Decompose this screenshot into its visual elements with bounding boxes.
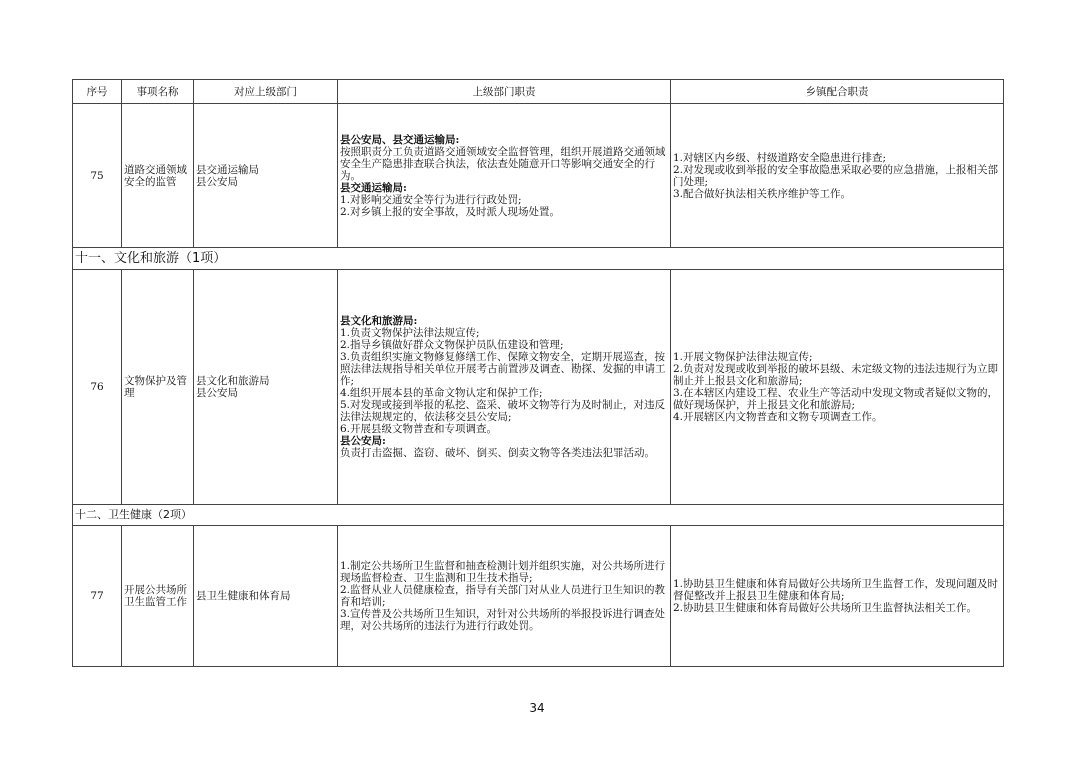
header-no: 序号 — [73, 80, 122, 104]
town-item: 1.协助县卫生健康和体育局做好公共场所卫生监督工作，发现问题及时督促整改并上报县卫生健康和体育局; — [673, 578, 999, 602]
row-upper-duty — [338, 270, 671, 505]
header-row — [73, 80, 1004, 104]
duty-item: 1.制定公共场所卫生监督和抽查检测计划并组织实施，对公共场所进行现场监督检查、卫生监测和卫生技术指导; — [340, 560, 666, 584]
duty-item: 3.负责组织实施文物修复修缮工作、保障文物安全，定期开展巡查，按照法律法规指导相关单位开展考古前置涉及调查、勘探、发掘的申请工作; — [340, 351, 666, 387]
section-title: 十一、文化和旅游（1项） — [73, 248, 1004, 270]
dept: 县文化和旅游局 — [196, 375, 270, 387]
table-row — [73, 104, 1004, 248]
duty-item: 6.开展县级文物普查和专项调查。 — [340, 423, 498, 435]
row-depts — [194, 104, 338, 248]
row-name: 道路交通领域安全的监管 — [122, 104, 194, 248]
section-row — [73, 505, 1004, 526]
row-town-duty — [671, 526, 1004, 667]
section-row — [73, 248, 1004, 270]
dept: 县卫生健康和体育局 — [196, 590, 291, 602]
town-item: 1.对辖区内乡级、村级道路安全隐患进行排查; — [673, 151, 887, 164]
town-item: 3.在本辖区内建设工程、农业生产等活动中发现文物或者疑似文物的，做好现场保护，并上报县文化和旅游局; — [673, 387, 999, 411]
duty-item: 按照职责分工负责道路交通领域安全监督管理，组织开展道路交通领域安全生产隐患排查联合执法，依法查处随意开口等影响交通安全的行为。 — [340, 145, 666, 182]
row-depts — [194, 526, 338, 667]
section-title: 十二、卫生健康（2项） — [73, 505, 1004, 526]
duty-item: 4.组织开展本县的革命文物认定和保护工作; — [340, 387, 543, 399]
row-depts — [194, 270, 338, 505]
dept: 县公安局 — [196, 175, 238, 188]
duty-item: 1.负责文物保护法律法规宣传; — [340, 327, 480, 339]
header-town-duty: 乡镇配合职责 — [671, 80, 1004, 104]
town-item: 2.负责对发现或收到举报的破坏县级、未定级文物的违法违规行为立即制止并上报县文化和旅游局; — [673, 363, 999, 387]
row-town-duty — [671, 270, 1004, 505]
table-row — [73, 526, 1004, 667]
town-item: 2.协助县卫生健康和体育局做好公共场所卫生监督执法相关工作。 — [673, 602, 978, 614]
duty-item: 2.监督从业人员健康检查，指导有关部门对从业人员进行卫生知识的教育和培训; — [340, 584, 666, 608]
duty-item: 3.宣传普及公共场所卫生知识，对针对公共场所的举报投诉进行调查处理，对公共场所的违法行为进行行政处罚。 — [340, 608, 666, 632]
duty-heading: 县文化和旅游局: — [340, 315, 418, 327]
duty-item: 2.对乡镇上报的安全事故，及时派人现场处置。 — [340, 205, 561, 218]
row-no: 76 — [73, 270, 122, 505]
town-item: 2.对发现或收到举报的安全事故隐患采取必要的应急措施，上报相关部门处理; — [673, 163, 999, 188]
header-dept: 对应上级部门 — [194, 80, 338, 104]
town-item: 1.开展文物保护法律法规宣传; — [673, 351, 813, 363]
header-upper-duty: 上级部门职责 — [338, 80, 671, 104]
town-item: 3.配合做好执法相关秩序维护等工作。 — [673, 187, 852, 200]
table-row — [73, 270, 1004, 505]
dept: 县公安局 — [196, 387, 238, 399]
row-upper-duty — [338, 104, 671, 248]
duty-item: 负责打击盗掘、盗窃、破坏、倒买、倒卖文物等各类违法犯罪活动。 — [340, 447, 655, 459]
dept: 县交通运输局 — [196, 163, 259, 176]
row-name: 文物保护及管理 — [122, 270, 194, 505]
duty-item: 5.对发现或接到举报的私挖、盗采、破坏文物等行为及时制止，对违反法律法规规定的，依法移交县公安局; — [340, 399, 666, 423]
header-name: 事项名称 — [122, 80, 194, 104]
row-upper-duty — [338, 526, 671, 667]
duty-item: 2.指导乡镇做好群众文物保护员队伍建设和管理; — [340, 339, 564, 351]
duty-heading: 县交通运输局: — [340, 181, 407, 194]
row-no: 77 — [73, 526, 122, 667]
duty-heading: 县公安局: — [340, 435, 386, 447]
duty-item: 1.对影响交通安全等行为进行行政处罚; — [340, 193, 522, 206]
row-town-duty — [671, 104, 1004, 248]
duty-table — [72, 79, 1004, 667]
row-name: 开展公共场所卫生监管工作 — [122, 526, 194, 667]
town-item: 4.开展辖区内文物普查和文物专项调查工作。 — [673, 411, 883, 423]
duty-heading: 县公安局、县交通运输局: — [340, 133, 460, 146]
row-no: 75 — [73, 104, 122, 248]
page-number: 34 — [529, 701, 545, 715]
